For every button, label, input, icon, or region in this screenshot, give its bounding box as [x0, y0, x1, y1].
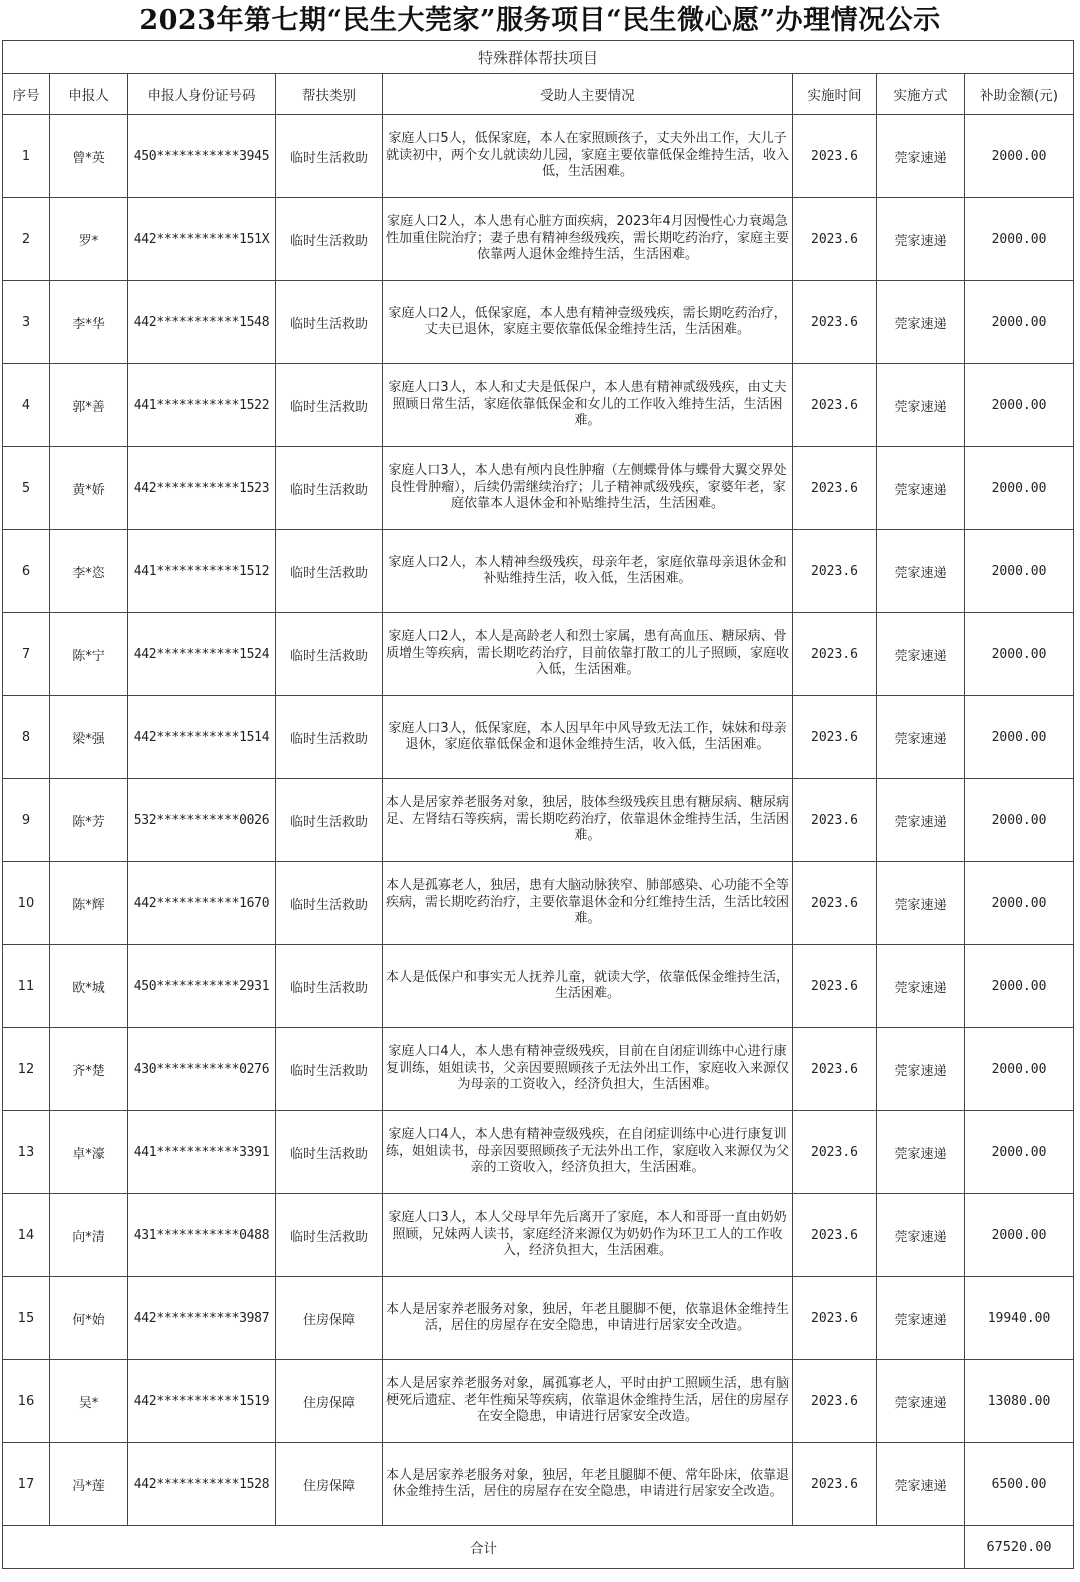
total-row	[3, 1526, 1074, 1569]
applicant-name: 齐*楚	[50, 1028, 128, 1111]
subsidy-amount: 19940.00	[965, 1277, 1074, 1360]
subsidy-amount: 2000.00	[965, 696, 1074, 779]
subsidy-amount: 2000.00	[965, 945, 1074, 1028]
row-number: 13	[3, 1111, 50, 1194]
assistance-category: 住房保障	[276, 1360, 383, 1443]
applicant-name: 卓*濠	[50, 1111, 128, 1194]
applicant-id-number: 442***********1528	[128, 1443, 276, 1526]
applicant-id-number: 441***********1512	[128, 530, 276, 613]
applicant-name: 陈*宁	[50, 613, 128, 696]
implementation-method: 莞家速递	[877, 1443, 965, 1526]
implementation-method: 莞家速递	[877, 1028, 965, 1111]
table-row	[3, 696, 1074, 779]
row-number: 10	[3, 862, 50, 945]
table-row	[3, 115, 1074, 198]
implementation-date: 2023.6	[793, 1277, 877, 1360]
implementation-method: 莞家速递	[877, 613, 965, 696]
assistance-category: 临时生活救助	[276, 1111, 383, 1194]
table-row	[3, 1360, 1074, 1443]
applicant-id-number: 442***********1523	[128, 447, 276, 530]
applicant-name: 冯*莲	[50, 1443, 128, 1526]
table-row	[3, 198, 1074, 281]
row-number: 1	[3, 115, 50, 198]
subsidy-amount: 2000.00	[965, 862, 1074, 945]
implementation-method: 莞家速递	[877, 115, 965, 198]
applicant-id-number: 532***********0026	[128, 779, 276, 862]
recipient-description: 家庭人口5人，低保家庭，本人在家照顾孩子，丈夫外出工作，大儿子就读初中，两个女儿就读幼儿园，家庭主要依靠低保金维持生活，收入低，生活困难。	[383, 115, 793, 198]
implementation-date: 2023.6	[793, 862, 877, 945]
row-number: 6	[3, 530, 50, 613]
subsidy-amount: 2000.00	[965, 779, 1074, 862]
applicant-name: 郭*善	[50, 364, 128, 447]
table-row	[3, 613, 1074, 696]
table-row	[3, 1111, 1074, 1194]
applicant-name: 何*始	[50, 1277, 128, 1360]
table-row	[3, 1194, 1074, 1277]
section-header-row	[3, 41, 1074, 74]
applicant-id-number: 442***********1548	[128, 281, 276, 364]
applicant-id-number: 442***********1514	[128, 696, 276, 779]
implementation-date: 2023.6	[793, 364, 877, 447]
subsidy-amount: 2000.00	[965, 530, 1074, 613]
applicant-name: 陈*辉	[50, 862, 128, 945]
recipient-description: 家庭人口3人，本人患有颅内良性肿瘤（左侧蝶骨体与蝶骨大翼交界处良性骨肿瘤），后续仍需继续治疗；儿子精神贰级残疾，家婆年老，家庭依靠本人退休金和补贴维持生活，生活困难。	[383, 447, 793, 530]
assistance-category: 临时生活救助	[276, 862, 383, 945]
header-description: 受助人主要情况	[383, 74, 793, 115]
implementation-date: 2023.6	[793, 1111, 877, 1194]
subsidy-amount: 2000.00	[965, 613, 1074, 696]
recipient-description: 家庭人口2人，本人是高龄老人和烈士家属，患有高血压、糖尿病、骨质增生等疾病，需长期吃药治疗，目前依靠打散工的儿子照顾，家庭收入低，生活困难。	[383, 613, 793, 696]
assistance-category: 住房保障	[276, 1443, 383, 1526]
assistance-table	[2, 40, 1074, 1569]
recipient-description: 本人是低保户和事实无人抚养儿童，就读大学，依靠低保金维持生活，生活困难。	[383, 945, 793, 1028]
table-row	[3, 1277, 1074, 1360]
header-applicant: 申报人	[50, 74, 128, 115]
subsidy-amount: 2000.00	[965, 364, 1074, 447]
applicant-id-number: 430***********0276	[128, 1028, 276, 1111]
recipient-description: 本人是孤寡老人，独居，患有大脑动脉狭窄、肺部感染、心功能不全等疾病，需长期吃药治疗，主要依靠退休金和分红维持生活，生活比较困难。	[383, 862, 793, 945]
column-header-row	[3, 74, 1074, 115]
implementation-method: 莞家速递	[877, 198, 965, 281]
implementation-date: 2023.6	[793, 945, 877, 1028]
assistance-category: 住房保障	[276, 1277, 383, 1360]
implementation-date: 2023.6	[793, 447, 877, 530]
assistance-category: 临时生活救助	[276, 1194, 383, 1277]
recipient-description: 本人是居家养老服务对象，独居，肢体叁级残疾且患有糖尿病、糖尿病足、左肾结石等疾病，需长期吃药治疗，依靠退休金维持生活，生活困难。	[383, 779, 793, 862]
applicant-id-number: 442***********1670	[128, 862, 276, 945]
implementation-date: 2023.6	[793, 1443, 877, 1526]
row-number: 5	[3, 447, 50, 530]
header-date: 实施时间	[793, 74, 877, 115]
subsidy-amount: 2000.00	[965, 281, 1074, 364]
implementation-date: 2023.6	[793, 281, 877, 364]
implementation-method: 莞家速递	[877, 945, 965, 1028]
total-label: 合计	[3, 1526, 965, 1569]
header-no: 序号	[3, 74, 50, 115]
applicant-id-number: 431***********0488	[128, 1194, 276, 1277]
table-row	[3, 281, 1074, 364]
row-number: 16	[3, 1360, 50, 1443]
subsidy-amount: 6500.00	[965, 1443, 1074, 1526]
applicant-name: 陈*芳	[50, 779, 128, 862]
assistance-category: 临时生活救助	[276, 945, 383, 1028]
implementation-method: 莞家速递	[877, 862, 965, 945]
implementation-date: 2023.6	[793, 696, 877, 779]
row-number: 2	[3, 198, 50, 281]
row-number: 14	[3, 1194, 50, 1277]
assistance-category: 临时生活救助	[276, 696, 383, 779]
recipient-description: 家庭人口4人，本人患有精神壹级残疾，目前在自闭症训练中心进行康复训练，姐姐读书，父亲因要照顾孩子无法外出工作，家庭收入来源仅为母亲的工资收入，经济负担大，生活困难。	[383, 1028, 793, 1111]
table-row	[3, 862, 1074, 945]
table-row	[3, 1028, 1074, 1111]
implementation-date: 2023.6	[793, 779, 877, 862]
recipient-description: 家庭人口4人，本人患有精神壹级残疾，在自闭症训练中心进行康复训练，姐姐读书，母亲因要照顾孩子无法外出工作，家庭收入来源仅为父亲的工资收入，经济负担大，生活困难。	[383, 1111, 793, 1194]
recipient-description: 家庭人口2人，本人患有心脏方面疾病，2023年4月因慢性心力衰竭急性加重住院治疗；妻子患有精神叁级残疾，需长期吃药治疗，家庭主要依靠两人退休金维持生活，生活困难。	[383, 198, 793, 281]
table-row	[3, 945, 1074, 1028]
implementation-date: 2023.6	[793, 530, 877, 613]
header-id-number: 申报人身份证号码	[128, 74, 276, 115]
assistance-category: 临时生活救助	[276, 530, 383, 613]
applicant-id-number: 442***********1519	[128, 1360, 276, 1443]
table-row	[3, 1443, 1074, 1526]
table-row	[3, 779, 1074, 862]
recipient-description: 家庭人口3人，低保家庭，本人因早年中风导致无法工作，妹妹和母亲退休，家庭依靠低保金和退休金维持生活，收入低，生活困难。	[383, 696, 793, 779]
applicant-id-number: 442***********3987	[128, 1277, 276, 1360]
implementation-date: 2023.6	[793, 1194, 877, 1277]
recipient-description: 本人是居家养老服务对象，独居，年老且腿脚不便，依靠退休金维持生活，居住的房屋存在安全隐患，申请进行居家安全改造。	[383, 1277, 793, 1360]
header-category: 帮扶类别	[276, 74, 383, 115]
implementation-method: 莞家速递	[877, 779, 965, 862]
row-number: 8	[3, 696, 50, 779]
implementation-method: 莞家速递	[877, 1194, 965, 1277]
assistance-category: 临时生活救助	[276, 1028, 383, 1111]
implementation-date: 2023.6	[793, 1028, 877, 1111]
assistance-category: 临时生活救助	[276, 198, 383, 281]
row-number: 12	[3, 1028, 50, 1111]
implementation-method: 莞家速递	[877, 447, 965, 530]
implementation-method: 莞家速递	[877, 1277, 965, 1360]
recipient-description: 家庭人口2人，低保家庭，本人患有精神壹级残疾，需长期吃药治疗，丈夫已退休，家庭主要依靠低保金维持生活，生活困难。	[383, 281, 793, 364]
row-number: 7	[3, 613, 50, 696]
applicant-id-number: 441***********3391	[128, 1111, 276, 1194]
subsidy-amount: 2000.00	[965, 115, 1074, 198]
applicant-name: 李*华	[50, 281, 128, 364]
applicant-id-number: 442***********151X	[128, 198, 276, 281]
section-title: 特殊群体帮扶项目	[3, 41, 1074, 74]
applicant-name: 李*恣	[50, 530, 128, 613]
applicant-name: 罗*	[50, 198, 128, 281]
applicant-id-number: 442***********1524	[128, 613, 276, 696]
row-number: 9	[3, 779, 50, 862]
applicant-id-number: 450***********2931	[128, 945, 276, 1028]
table-row	[3, 364, 1074, 447]
subsidy-amount: 2000.00	[965, 447, 1074, 530]
recipient-description: 本人是居家养老服务对象，独居，年老且腿脚不便、常年卧床，依靠退休金维持生活，居住的房屋存在安全隐患，申请进行居家安全改造。	[383, 1443, 793, 1526]
recipient-description: 家庭人口2人，本人精神叁级残疾，母亲年老，家庭依靠母亲退休金和补贴维持生活，收入低，生活困难。	[383, 530, 793, 613]
implementation-method: 莞家速递	[877, 530, 965, 613]
implementation-date: 2023.6	[793, 1360, 877, 1443]
implementation-method: 莞家速递	[877, 696, 965, 779]
table-row	[3, 530, 1074, 613]
row-number: 3	[3, 281, 50, 364]
row-number: 4	[3, 364, 50, 447]
row-number: 15	[3, 1277, 50, 1360]
applicant-id-number: 441***********1522	[128, 364, 276, 447]
assistance-category: 临时生活救助	[276, 779, 383, 862]
applicant-name: 黄*娇	[50, 447, 128, 530]
table-row	[3, 447, 1074, 530]
recipient-description: 家庭人口3人，本人父母早年先后离开了家庭，本人和哥哥一直由奶奶照顾，兄妹两人读书，家庭经济来源仅为奶奶作为环卫工人的工作收入，经济负担大，生活困难。	[383, 1194, 793, 1277]
applicant-name: 欧*城	[50, 945, 128, 1028]
subsidy-amount: 2000.00	[965, 1028, 1074, 1111]
implementation-date: 2023.6	[793, 115, 877, 198]
implementation-date: 2023.6	[793, 198, 877, 281]
subsidy-amount: 2000.00	[965, 1194, 1074, 1277]
recipient-description: 家庭人口3人，本人和丈夫是低保户，本人患有精神贰级残疾，由丈夫照顾日常生活，家庭依靠低保金和女儿的工作收入维持生活，生活困难。	[383, 364, 793, 447]
row-number: 17	[3, 1443, 50, 1526]
recipient-description: 本人是居家养老服务对象，属孤寡老人，平时由护工照顾生活，患有脑梗死后遗症、老年性痴呆等疾病，依靠退休金维持生活，居住的房屋存在安全隐患，申请进行居家安全改造。	[383, 1360, 793, 1443]
header-method: 实施方式	[877, 74, 965, 115]
assistance-category: 临时生活救助	[276, 115, 383, 198]
implementation-method: 莞家速递	[877, 281, 965, 364]
applicant-name: 吴*	[50, 1360, 128, 1443]
implementation-method: 莞家速递	[877, 1360, 965, 1443]
applicant-name: 曾*英	[50, 115, 128, 198]
subsidy-amount: 2000.00	[965, 1111, 1074, 1194]
implementation-method: 莞家速递	[877, 364, 965, 447]
document-title: 2023年第七期“民生大莞家”服务项目“民生微心愿”办理情况公示	[139, 5, 941, 36]
row-number: 11	[3, 945, 50, 1028]
assistance-category: 临时生活救助	[276, 364, 383, 447]
applicant-name: 向*清	[50, 1194, 128, 1277]
total-amount: 67520.00	[965, 1526, 1074, 1569]
assistance-category: 临时生活救助	[276, 281, 383, 364]
subsidy-amount: 13080.00	[965, 1360, 1074, 1443]
implementation-method: 莞家速递	[877, 1111, 965, 1194]
applicant-name: 梁*强	[50, 696, 128, 779]
implementation-date: 2023.6	[793, 613, 877, 696]
subsidy-amount: 2000.00	[965, 198, 1074, 281]
assistance-category: 临时生活救助	[276, 447, 383, 530]
header-amount: 补助金额(元)	[965, 74, 1074, 115]
applicant-id-number: 450***********3945	[128, 115, 276, 198]
assistance-category: 临时生活救助	[276, 613, 383, 696]
